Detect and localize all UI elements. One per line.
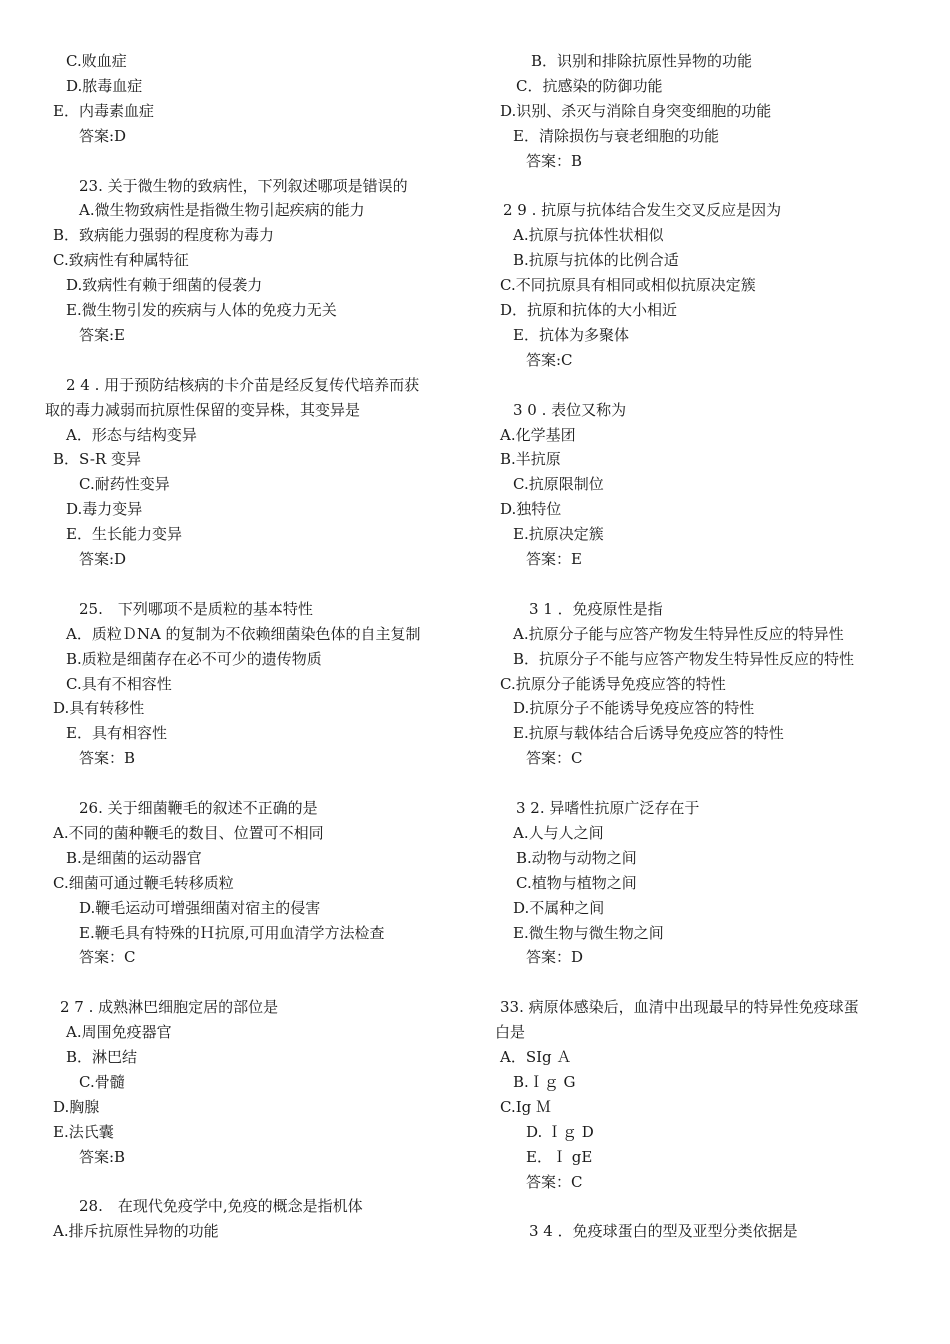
text-line: 答案：B: [526, 151, 583, 170]
text-line: 2 4 . 用于预防结核病的卡介苗是经反复传代培养而获: [66, 375, 420, 394]
text-line: 3 1 ．免疫原性是指: [529, 599, 663, 618]
text-line: D.独特位: [500, 500, 562, 519]
text-line: E．生长能力变异: [66, 525, 182, 544]
text-line: B．S-R 变异: [53, 450, 141, 469]
text-line: D.毒力变异: [66, 500, 143, 519]
text-line: E.鞭毛具有特殊的Ｈ抗原,可用血清学方法检查: [79, 923, 385, 942]
text-line: C.植物与植物之间: [516, 873, 637, 892]
text-line: B.是细菌的运动器官: [66, 848, 202, 867]
text-line: D.不属种之间: [513, 898, 605, 917]
text-line: D.抗原分子不能诱导免疫应答的特性: [513, 699, 755, 718]
text-line: B.半抗原: [500, 450, 561, 469]
text-line: D.致病性有赖于细菌的侵袭力: [66, 276, 263, 295]
text-line: 3 2. 异嗜性抗原广泛存在于: [516, 799, 700, 817]
text-line: 答案:C: [526, 350, 573, 369]
text-line: 答案：C: [79, 948, 136, 967]
text-line: C.细菌可通过鞭毛转移质粒: [53, 873, 234, 892]
text-line: E.抗原决定簇: [513, 525, 604, 544]
text-line: 白是: [495, 1023, 526, 1042]
text-line: D.胸腺: [53, 1097, 100, 1116]
text-line: 23. 关于微生物的致病性，下列叙述哪项是错误的: [79, 176, 408, 195]
text-line: C．抗感染的防御功能: [516, 76, 663, 95]
text-line: 取的毒力减弱而抗原性保留的变异株，其变异是: [45, 400, 361, 419]
text-line: B．抗原分子不能与应答产物发生特异性反应的特性: [513, 649, 855, 668]
text-line: E．抗体为多聚体: [513, 325, 629, 344]
text-line: 3 4 ．免疫球蛋白的型及亚型分类依据是: [529, 1222, 798, 1241]
text-line: B.Ｉｇ G: [513, 1072, 576, 1091]
text-line: D. Ｉｇ D: [526, 1122, 594, 1141]
text-line: A.化学基团: [500, 425, 576, 444]
text-line: D.脓毒血症: [66, 76, 143, 95]
text-line: C.不同抗原具有相同或相似抗原决定簇: [500, 276, 756, 295]
text-line: 26. 关于细菌鞭毛的叙述不正确的是: [79, 799, 318, 817]
text-line: 答案：B: [79, 749, 136, 768]
text-line: 25. 下列哪项不是质粒的基本特性: [79, 599, 313, 618]
text-line: A.不同的菌种鞭毛的数目、位置可不相同: [53, 823, 324, 842]
text-line: C.抗原限制位: [513, 475, 604, 494]
text-line: D.鞭毛运动可增强细菌对宿主的侵害: [79, 898, 321, 917]
text-line: E.抗原与载体结合后诱导免疫应答的特性: [513, 724, 784, 743]
text-line: A.微生物致病性是指微生物引起疾病的能力: [79, 201, 365, 220]
text-line: A.人与人之间: [513, 823, 604, 842]
text-line: B.质粒是细菌存在必不可少的遗传物质: [66, 649, 322, 668]
text-line: A.排斥抗原性异物的功能: [53, 1222, 219, 1241]
text-line: C.骨髓: [79, 1072, 125, 1091]
text-line: 答案：E: [526, 550, 582, 568]
text-line: C.抗原分子能诱导免疫应答的特性: [500, 674, 726, 693]
text-line: D.具有转移性: [53, 699, 145, 718]
text-line: 33. 病原体感染后，血清中出现最早的特异性免疫球蛋: [500, 998, 859, 1017]
text-line: A．形态与结构变异: [66, 425, 197, 444]
text-line: E．内毒素血症: [53, 101, 154, 120]
text-line: C.Ig Ｍ: [500, 1097, 552, 1116]
text-line: A.抗原分子能与应答产物发生特异性反应的特异性: [513, 624, 844, 643]
text-line: C.耐药性变异: [79, 475, 170, 494]
text-line: C.具有不相容性: [66, 674, 172, 693]
text-line: B.动物与动物之间: [516, 848, 637, 867]
text-line: 答案：C: [526, 749, 583, 768]
text-line: 答案:D: [79, 126, 127, 145]
text-line: E．Ｉ gE: [526, 1147, 593, 1166]
text-line: 答案:E: [79, 325, 126, 344]
text-line: 答案:D: [79, 550, 127, 568]
text-line: 答案：C: [526, 1172, 583, 1191]
text-line: 答案：D: [526, 948, 584, 967]
text-line: E．具有相容性: [66, 724, 167, 743]
text-line: A．质粒ＤNA 的复制为不依赖细菌染色体的自主复制: [66, 624, 421, 643]
text-line: E．清除损伤与衰老细胞的功能: [513, 126, 719, 145]
text-line: E.法氏囊: [53, 1122, 114, 1141]
text-line: 答案:B: [79, 1147, 126, 1166]
text-line: C.败血症: [66, 52, 127, 70]
text-line: E.微生物与微生物之间: [513, 923, 664, 942]
text-line: C.致病性有种属特征: [53, 251, 189, 270]
text-line: 2 7 . 成熟淋巴细胞定居的部位是: [60, 998, 279, 1017]
text-line: B．淋巴结: [66, 1048, 138, 1066]
text-line: 3 0 . 表位又称为: [513, 400, 627, 419]
text-line: 2 9 . 抗原与抗体结合发生交叉反应是因为: [503, 201, 782, 220]
text-line: B．致病能力强弱的程度称为毒力: [53, 226, 275, 245]
text-line: A.抗原与抗体性状相似: [513, 226, 664, 245]
text-line: B.抗原与抗体的比例合适: [513, 251, 679, 270]
text-line: 28. 在现代免疫学中,免疫的概念是指机体: [79, 1197, 363, 1216]
text-line: B．识别和排除抗原性异物的功能: [531, 52, 753, 70]
text-line: A.周围免疫器官: [66, 1023, 172, 1042]
text-line: D.识别、杀灭与消除自身突变细胞的功能: [500, 101, 772, 120]
text-line: D．抗原和抗体的大小相近: [500, 301, 678, 319]
text-line: A．SIg Ａ: [500, 1048, 572, 1066]
text-line: E.微生物引发的疾病与人体的免疫力无关: [66, 301, 337, 319]
